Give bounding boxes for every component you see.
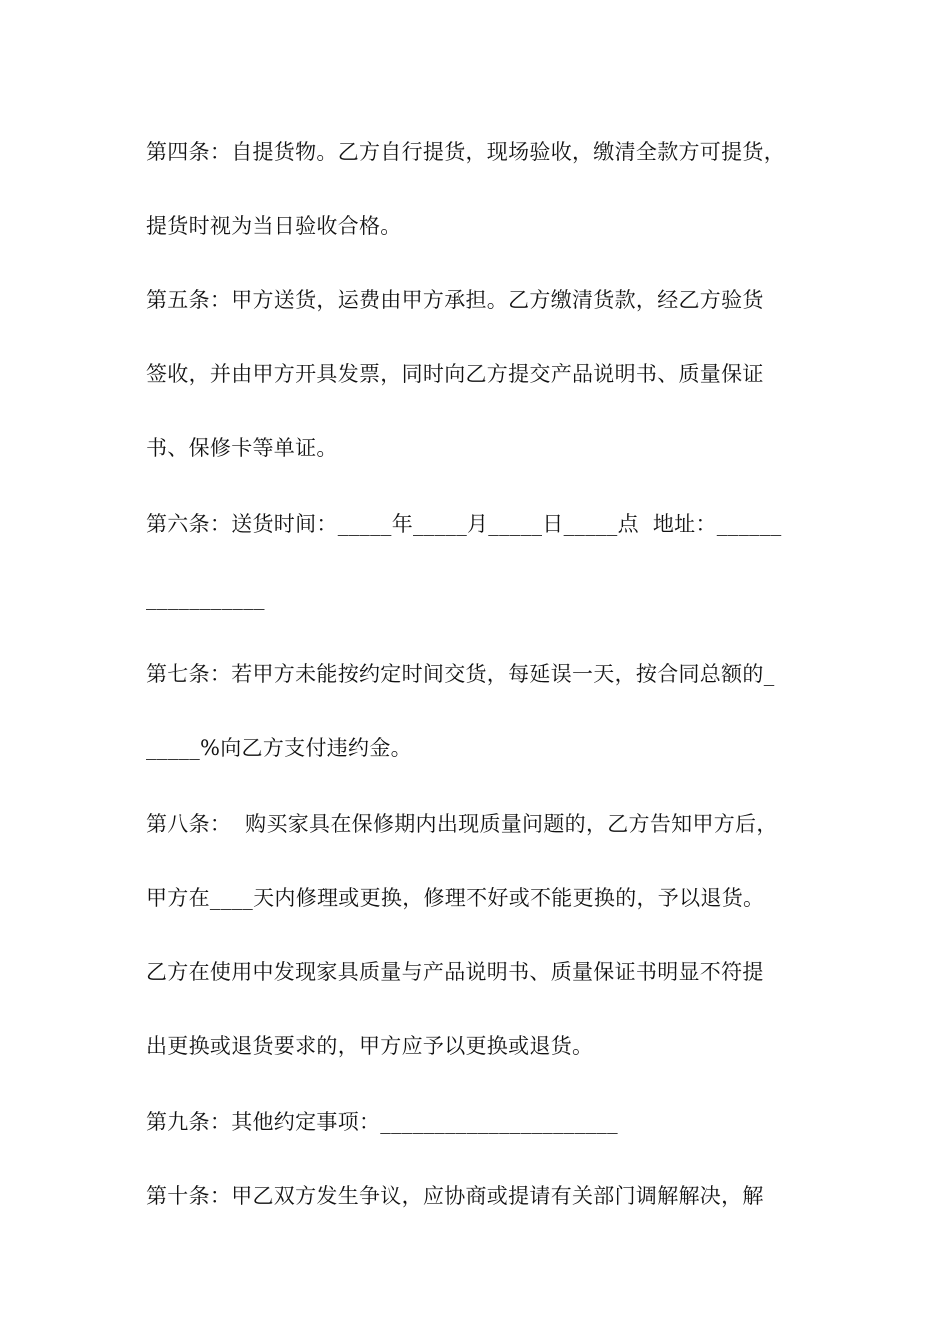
clause-10-line-1: 第十条：甲乙双方发生争议，应协商或提请有关部门调解解决，解 <box>146 1184 764 1208</box>
clause-8-line-3: 乙方在使用中发现家具质量与产品说明书、质量保证书明显不符提 <box>146 960 764 984</box>
clause-4-line-2: 提货时视为当日验收合格。 <box>146 214 402 238</box>
clause-5-line-1: 第五条：甲方送货，运费由甲方承担。乙方缴清货款，经乙方验货 <box>146 288 764 312</box>
clause-6-line-2: ___________ <box>146 586 265 610</box>
clause-7-line-1: 第七条：若甲方未能按约定时间交货，每延误一天，按合同总额的_ <box>146 662 775 686</box>
clause-8-line-1: 第八条： 购买家具在保修期内出现质量问题的，乙方告知甲方后， <box>146 812 778 836</box>
clause-4-line-1: 第四条：自提货物。乙方自行提货，现场验收，缴清全款方可提货， <box>146 140 785 164</box>
clause-5-line-3: 书、保修卡等单证。 <box>146 436 338 460</box>
clause-9-line-1: 第九条：其他约定事项：______________________ <box>146 1110 618 1134</box>
clause-8-line-2: 甲方在____天内修理或更换，修理不好或不能更换的，予以退货。 <box>146 886 765 910</box>
clause-5-line-2: 签收，并由甲方开具发票，同时向乙方提交产品说明书、质量保证 <box>146 362 764 386</box>
clause-6-line-1: 第六条：送货时间：_____年_____月_____日_____点 地址：______ <box>146 512 782 536</box>
clause-8-line-4: 出更换或退货要求的，甲方应予以更换或退货。 <box>146 1034 594 1058</box>
clause-7-line-2: _____%向乙方支付违约金。 <box>146 736 412 760</box>
